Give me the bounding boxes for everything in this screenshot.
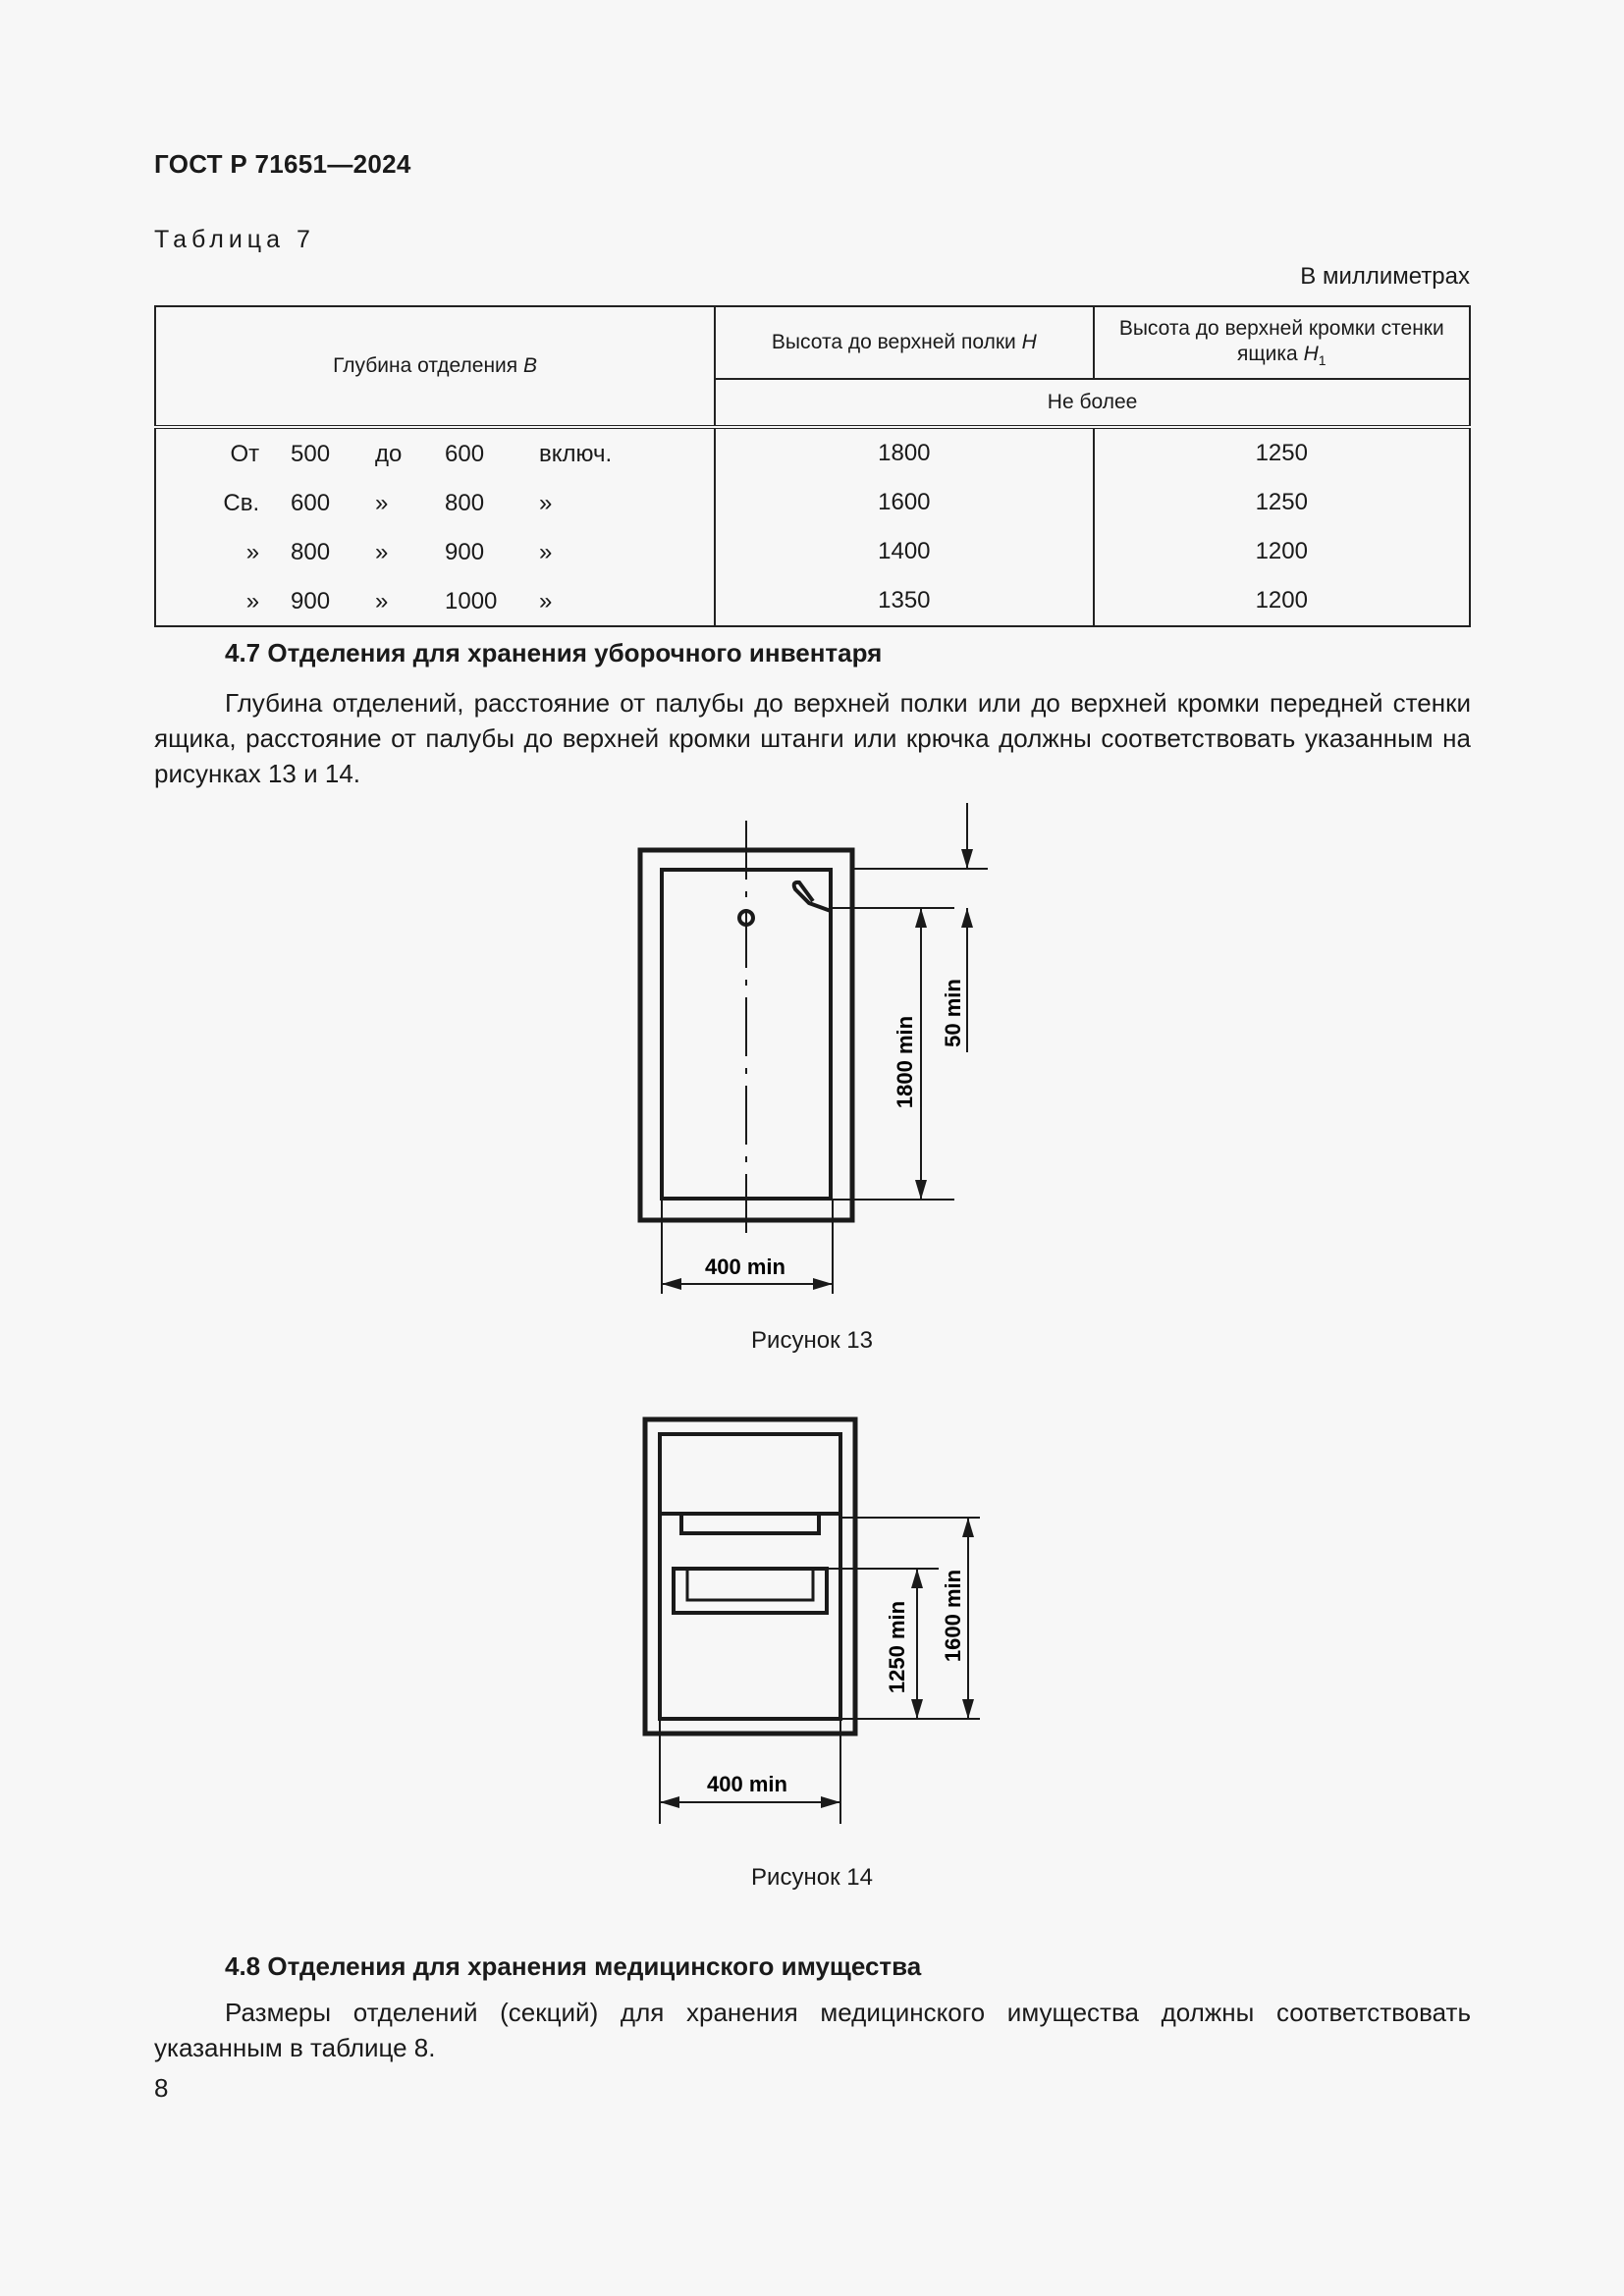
table-caption: Таблица 7 — [154, 226, 315, 253]
fig14-lower-drawer-inner — [687, 1569, 813, 1600]
table-cell-shelf: 1800 — [715, 427, 1093, 478]
depth-from: 800 — [291, 539, 331, 565]
fig14-dim-edge-label: 1250 min — [885, 1600, 909, 1694]
table-cell-shelf: 1400 — [715, 527, 1093, 576]
depth-sep: » — [375, 588, 389, 614]
depth-prefix: Св. — [223, 490, 260, 516]
depth-prefix: От — [230, 441, 260, 467]
table-cell-edge: 1250 — [1094, 478, 1470, 527]
fig14-arrow — [911, 1569, 923, 1588]
column-header-edge: Высота до верхней кромки стенки ящика $H_1$ — [1094, 306, 1470, 379]
fig13-dim-gap-label: 50 min — [941, 979, 965, 1047]
depth-prefix: » — [245, 539, 260, 565]
table-cell-shelf: 1350 — [715, 576, 1093, 626]
fig13-dim-width-label: 400 min — [705, 1255, 785, 1279]
fig13-arrow — [915, 1180, 927, 1200]
fig13-arrow — [961, 908, 973, 928]
table-units: В миллиметрах — [1300, 263, 1470, 290]
depth-prefix: » — [245, 588, 260, 614]
table-cell-edge: 1200 — [1094, 527, 1470, 576]
fig14-arrow — [821, 1796, 840, 1808]
fig14-upper-drawer — [681, 1514, 819, 1533]
depth-to: 800 — [445, 490, 485, 516]
document-header: ГОСТ Р 71651—2024 — [154, 149, 411, 179]
fig14-dim-shelf-label: 1600 min — [941, 1569, 965, 1663]
depth-suffix: » — [539, 490, 553, 516]
fig13-hook — [794, 882, 831, 911]
figure-13-caption: Рисунок 13 — [751, 1327, 873, 1354]
fig13-dim-height-label: 1800 min — [893, 1015, 917, 1109]
fig13-arrow — [961, 849, 973, 869]
depth-sep: » — [375, 490, 389, 516]
fig14-outer-frame — [645, 1419, 855, 1734]
fig13-arrow — [662, 1278, 681, 1290]
table-cell-edge: 1200 — [1094, 576, 1470, 626]
fig14-arrow — [962, 1699, 974, 1719]
depth-to: 900 — [445, 539, 485, 565]
table-cell-edge: 1250 — [1094, 427, 1470, 478]
depth-suffix: » — [539, 588, 553, 614]
depth-from: 900 — [291, 588, 331, 614]
depth-from: 500 — [291, 441, 331, 467]
fig13-arrow — [915, 908, 927, 928]
depth-suffix: включ. — [539, 441, 613, 467]
fig13-arrow — [813, 1278, 833, 1290]
fig14-arrow — [962, 1518, 974, 1537]
page-number: 8 — [154, 2073, 169, 2103]
depth-suffix: » — [539, 539, 553, 565]
depth-to: 1000 — [445, 588, 498, 614]
fig14-arrow — [660, 1796, 679, 1808]
depth-from: 600 — [291, 490, 331, 516]
section-4-7-text: Глубина отделений, расстояние от палубы до верхней полки или до верхней кромки передней стенки ящика, расстояние от палубы до верхней кромки штанги или крючка должны соответствовать указанным на рисунках 13 и 14. — [154, 688, 1471, 788]
section-4-8-title: 4.8 Отделения для хранения медицинского имущества — [225, 1951, 922, 1981]
depth-to: 600 — [445, 441, 485, 467]
table-cell-shelf: 1600 — [715, 478, 1093, 527]
fig14-lower-drawer-outer — [674, 1569, 827, 1613]
section-4-8-text: Размеры отделений (секций) для хранения медицинского имущества должны соответствовать указанным в таблице 8. — [154, 1998, 1471, 2062]
fig14-dim-width-label: 400 min — [707, 1772, 787, 1796]
depth-sep: » — [375, 539, 389, 565]
column-subheader: Не более — [715, 379, 1470, 427]
column-header-shelf: Высота до верхней полки H — [715, 306, 1093, 379]
figure-14-caption: Рисунок 14 — [751, 1864, 873, 1891]
section-4-7-title: 4.7 Отделения для хранения уборочного инвентаря — [225, 638, 883, 667]
column-header-depth: Глубина отделения B — [155, 306, 715, 427]
depth-sep: до — [375, 441, 403, 467]
fig14-arrow — [911, 1699, 923, 1719]
